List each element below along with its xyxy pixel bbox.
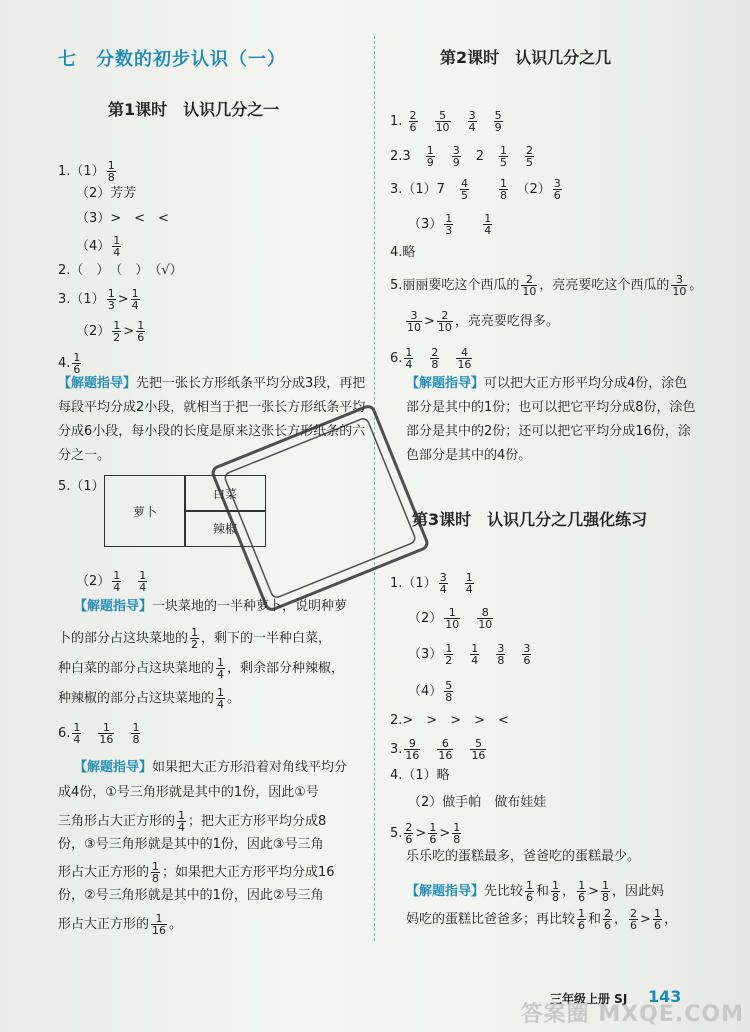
l3-q5-tip-1: 【解题指导】先比较 $\frac{1}{6}$ 和 $\frac{1}{8}$ ， $\frac{1}{6}$ > $\frac{1}{8}$ ，因此妈	[406, 879, 664, 904]
page-number: 143	[648, 987, 682, 1006]
site-watermark: 答案圈 MXQE.COM	[520, 1002, 744, 1027]
l3-q1c: （3） $\frac{1}{2}$ $\frac{1}{4}$ $\frac{3}{8}$ $\frac{3}{6}$	[408, 642, 531, 667]
unit-title: 七 分数的初步认识（一）	[58, 49, 286, 70]
l1-q6-tip-6: 份，②号三角形就是其中的1份，因此②号三角	[58, 888, 324, 903]
lesson2-title: 第2课时 认识几分之几	[440, 48, 612, 67]
l1-q6-tip-1: 【解题指导】如果把大正方形沿着对角线平均分	[74, 760, 348, 775]
l1-q1d: （4） $\frac{1}{4}$	[76, 234, 121, 259]
l1-q4-tip: 【解题指导】先把一张长方形纸条平均分成3段，再把每段平均分成2小段，就相当于把一张长方形纸条平均分成6小段，每小段的长度是原来这张长方形纸条的六分之一。	[58, 376, 366, 463]
l1-q3a: 3.（1） $\frac{1}{3}$ > $\frac{1}{4}$	[58, 287, 139, 312]
l3-q4a: 4.（1）略	[390, 768, 450, 783]
l1-q5b: （2） $\frac{1}{4}$ $\frac{1}{4}$	[76, 569, 147, 594]
l1-q1a: 1.（1） $\frac{1}{8}$	[58, 159, 115, 184]
l1-q5: 5.（1）	[58, 479, 105, 494]
l2-q2: 2.3 $\frac{1}{9}$ $\frac{3}{9}$ 2 $\frac{1}{5}$ $\frac{2}{5}$	[390, 144, 534, 169]
l2-q1: 1. $\frac{2}{6}$ $\frac{5}{10}$ $\frac{3}{4}$ $\frac{5}{9}$	[390, 109, 502, 134]
plot-cell-cabbage: 白菜	[184, 475, 266, 512]
l1-q3b: （2） $\frac{1}{2}$ > $\frac{1}{6}$	[76, 319, 145, 344]
l2-q5b: $\frac{3}{10}$ > $\frac{2}{10}$ ，亮亮要吃得多。	[407, 309, 559, 334]
l3-q5-tip-2: 妈吃的蛋糕比爸爸多；再比较 $\frac{1}{6}$ 和 $\frac{2}{6}$ ， $\frac{2}{6}$ > $\frac{1}{6}$ ，	[406, 907, 677, 932]
l1-q2: 2.（ ） （ ） （√）	[58, 263, 183, 278]
l1-q6-tip-3: 三角形占大正方形的 $\frac{1}{4}$ ；把大正方形平均分成8	[58, 809, 327, 834]
l1-q5-tip-3: 种白菜的部分占这块菜地的 $\frac{1}{4}$ ，剩余部分种辣椒，	[58, 656, 345, 681]
l1-q5-tip-1: 【解题指导】一块菜地的一半种萝卜，说明种萝	[74, 599, 348, 614]
l1-q4: 4. $\frac{1}{6}$	[58, 351, 81, 376]
l3-q5b: 乐乐吃的蛋糕最多，爸爸吃的蛋糕最少。	[406, 849, 641, 864]
lesson3-title: 第3课时 认识几分之几强化练习	[412, 510, 648, 529]
l1-q6-tip-4: 份，③号三角形就是其中的1份，因此③号三角	[58, 837, 324, 852]
l3-q1b: （2） $\frac{1}{10}$ $\frac{8}{10}$	[408, 606, 493, 631]
lesson1-title: 第1课时 认识几分之一	[108, 100, 280, 119]
l2-q4: 4.略	[390, 245, 416, 260]
l1-q6-tip-5: 形占大正方形的 $\frac{1}{8}$ ；如果把大正方形平均分成16	[58, 860, 335, 885]
l3-q5a: 5. $\frac{2}{6}$ > $\frac{1}{6}$ > $\frac{1}{8}$	[390, 821, 461, 846]
l3-q1a: 1.（1） $\frac{3}{4}$ $\frac{1}{4}$	[390, 571, 473, 596]
l1-q6-tip-7: 形占大正方形的 $\frac{1}{16}$ 。	[58, 912, 183, 937]
l3-q2: 2.> > > > <	[390, 713, 509, 728]
footer-grade-label: 三年级上册 SJ	[550, 992, 628, 1006]
plot-cell-radish: 萝卜	[104, 475, 186, 547]
l1-q1b: （2）芳芳	[76, 186, 137, 201]
plot-cell-pepper: 辣椒	[184, 510, 266, 547]
l2-q6: 6. $\frac{1}{4}$ $\frac{2}{8}$ $\frac{4}{16}$	[390, 346, 472, 371]
l1-q1c: （3）> < <	[76, 211, 169, 226]
l1-q5-tip-2: 卜的部分占这块菜地的 $\frac{1}{2}$ ，剩下的一半种白菜，	[58, 626, 332, 651]
l2-q3a: 3.（1）7 $\frac{4}{5}$ $\frac{1}{8}$ （2） $\frac{3}{6}$	[390, 177, 561, 202]
l1-q5-tip-4: 种辣椒的部分占这块菜地的 $\frac{1}{4}$ 。	[58, 686, 241, 711]
l2-q6-tip: 【解题指导】可以把大正方形平均分成4份，涂色部分是其中的1份；也可以把它平均分成8份，涂色部分是其中的2份；还可以把它平均分成16份，涂色部分是其中的4份。	[406, 376, 696, 463]
l3-q4b: （2）做手帕 做布娃娃	[408, 795, 547, 810]
l3-q1d: （4） $\frac{5}{8}$	[408, 679, 453, 704]
l2-q3b: （3） $\frac{1}{3}$ $\frac{1}{4}$	[408, 212, 492, 237]
l2-q5a: 5.丽丽要吃这个西瓜的 $\frac{2}{10}$ ，亮亮要吃这个西瓜的 $\frac{3}{10}$ 。	[390, 273, 703, 298]
l1-q6-tip-2: 成4份，①号三角形就是其中的1份，因此①号	[58, 785, 319, 800]
l3-q3: 3. $\frac{9}{16}$ $\frac{6}{16}$ $\frac{5}{16}$	[390, 737, 486, 762]
l1-q6: 6. $\frac{1}{4}$ $\frac{1}{16}$ $\frac{1}{8}$	[58, 721, 140, 746]
